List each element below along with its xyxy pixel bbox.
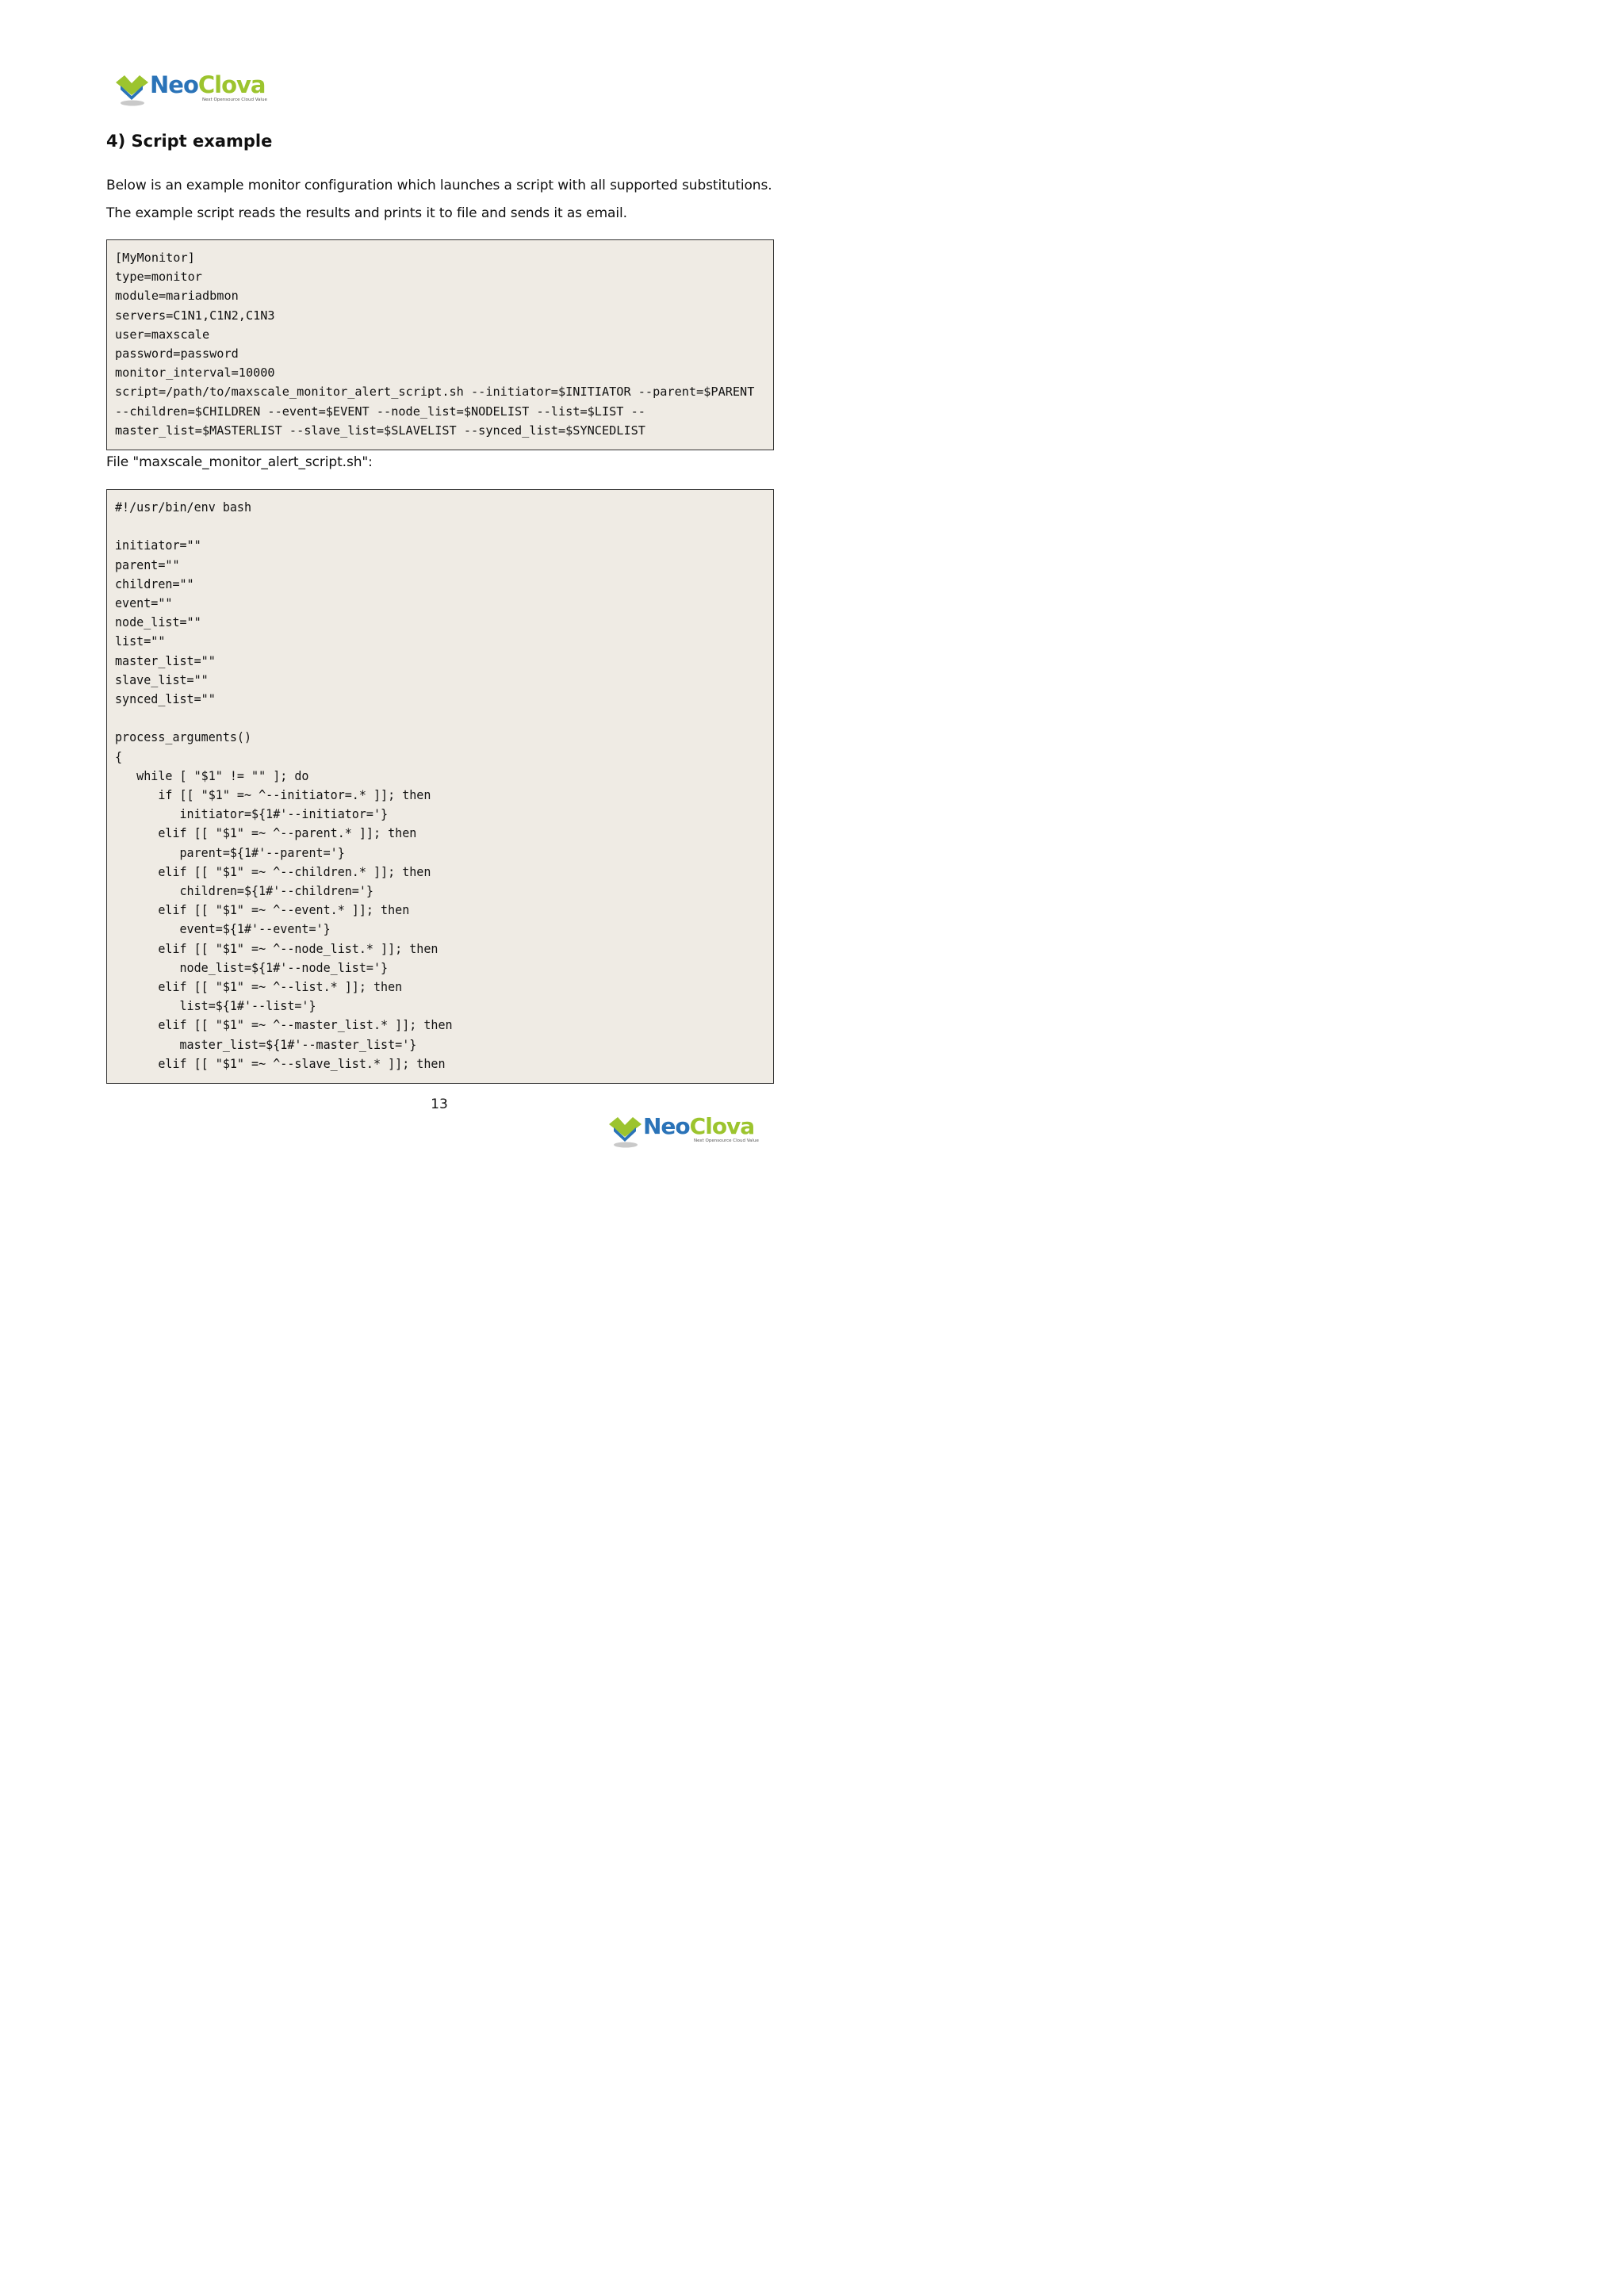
neoclova-wordmark	[643, 1113, 754, 1139]
page-number: 13	[431, 1096, 448, 1112]
intro-paragraph-line-2: The example script reads the results and prints it to file and sends it as email.	[106, 205, 627, 221]
wordmark-part-neo: Neo	[643, 1113, 690, 1139]
wordmark-part-clova: Clova	[689, 1113, 755, 1139]
monitor-config-code: [MyMonitor] type=monitor module=mariadbmon servers=C1N1,C1N2,C1N3 user=maxscale password=password monitor_interval=10000 script=/path/to/maxscale_monitor_alert_script.sh --initiator=$INITIATOR --parent=$PARENT --children=$CHILDREN --event=$EVENT --node_list=$NODELIST --list=$LIST -- master_list=$MASTERLIST --slave_list=$SLAVELIST --synced_list=$SYNCEDLIST	[115, 251, 755, 438]
neoclova-logo-bottom	[607, 1115, 759, 1149]
intro-paragraph-line-1: Below is an example monitor configuration which launches a script with all supported substitutions.	[106, 178, 772, 193]
alert-script-code-block	[106, 489, 774, 1084]
alert-script-code: #!/usr/bin/env bash initiator="" parent="" children="" event="" node_list="" list="" master_list="" slave_list="" synced_list="" process_arguments() { while [ "$1" != "" ]; do if [[ "$1" =~ ^--initiator=.* ]]; then initiator=${1#'--initiator='} elif [[ "$1" =~ ^--parent.* ]]; then parent=${1#'--parent='} elif [[ "$1" =~ ^--children.* ]]; then children=${1#'--children='} elif [[ "$1" =~ ^--event.* ]]; then event=${1#'--event='} elif [[ "$1" =~ ^--node_list.* ]]; then node_list=${1#'--node_list='} elif [[ "$1" =~ ^--list.* ]]; then list=${1#'--list='} elif [[ "$1" =~ ^--master_list.* ]]; then master_list=${1#'--master_list='} elif [[ "$1" =~ ^--slave_list.* ]]; then	[115, 499, 453, 1071]
neoclova-logo-mark-icon	[607, 1115, 643, 1150]
monitor-config-code-block	[106, 239, 774, 450]
neoclova-wordmark	[150, 71, 266, 98]
neoclova-logo-mark-icon	[113, 73, 150, 108]
logo-tagline: Next Opensource Cloud Value	[202, 98, 267, 102]
wordmark-part-clova: Clova	[197, 71, 266, 98]
neoclova-logo-top	[113, 73, 269, 108]
script-file-label: File "maxscale_monitor_alert_script.sh":	[106, 454, 373, 470]
wordmark-part-neo: Neo	[150, 71, 198, 98]
section-heading: 4) Script example	[106, 132, 273, 151]
logo-tagline: Next Opensource Cloud Value	[694, 1138, 759, 1143]
